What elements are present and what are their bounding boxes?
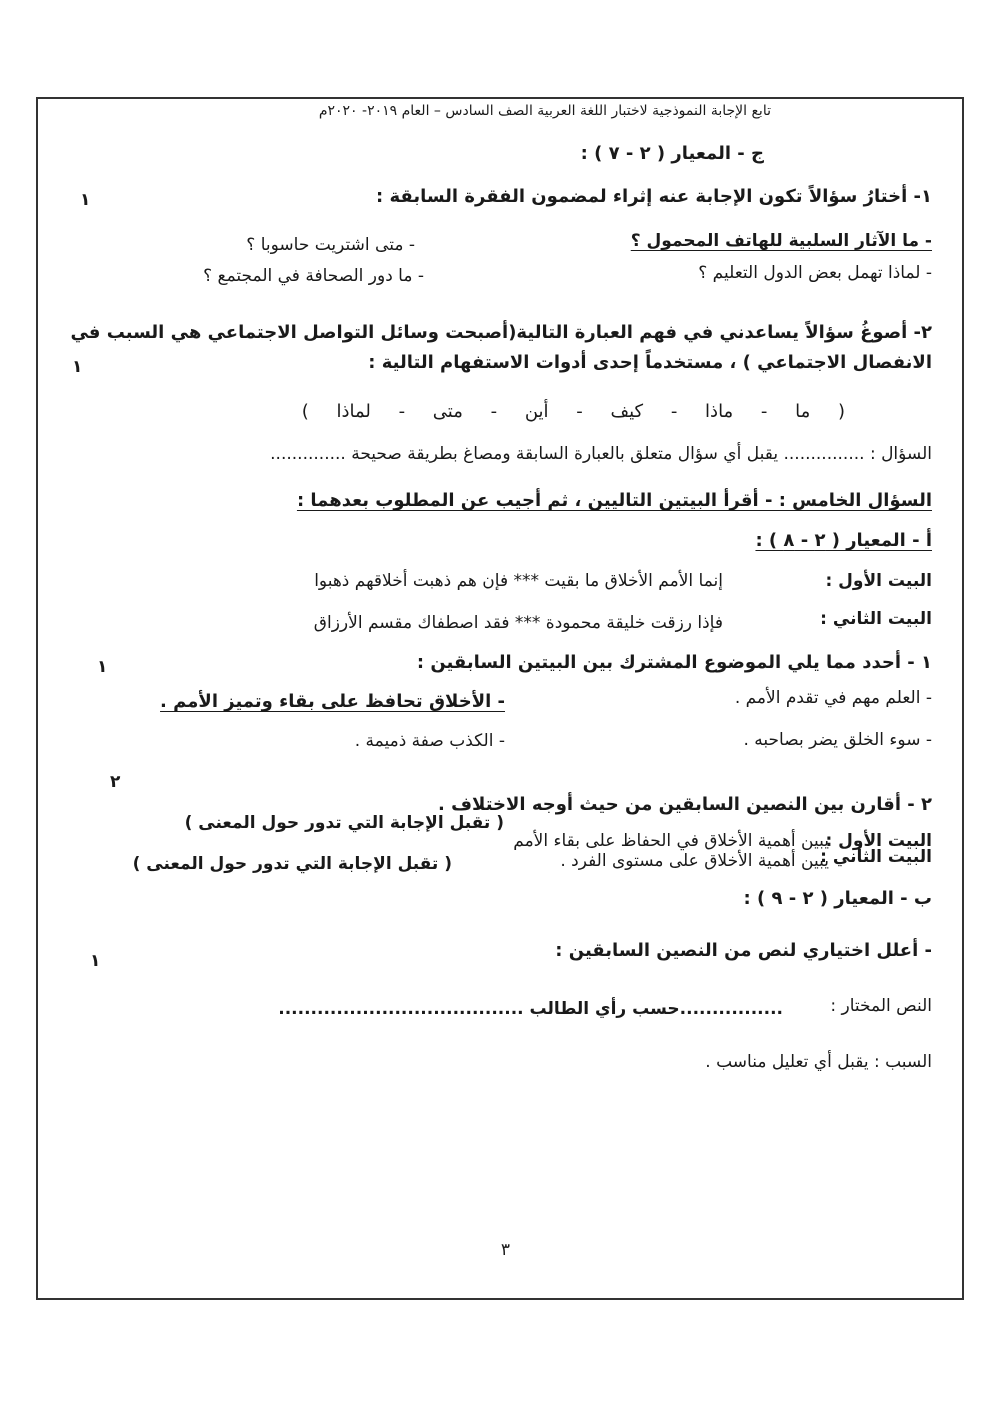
- question-tools: ( ما - ماذا - كيف - أين - متى - لماذا ): [301, 401, 845, 422]
- chosen-text-label: النص المختار :: [830, 996, 932, 1016]
- page-number: ٣: [500, 1240, 510, 1260]
- choice-3: - سوء الخلق يضر بصاحبه .: [743, 730, 932, 750]
- compare-2-label: البيت الثاني :: [820, 847, 932, 867]
- verse-1-text: إنما الأمم الأخلاق ما بقيت *** فإن هم ذهبت أخلاقهم ذهبوا: [314, 571, 723, 591]
- option-d: - ما دور الصحافة في المجتمع ؟: [203, 266, 424, 286]
- compare-1-text: يبين أهمية الأخلاق في الحفاظ على بقاء الأمم: [513, 831, 829, 851]
- question-5-1: ١ - أحدد مما يلي الموضوع المشترك بين البيتين السابقين :: [416, 652, 932, 673]
- compare-1-label: البيت الأول :: [825, 831, 932, 851]
- option-a-answer: - ما الآثار السلبية للهاتف المحمول ؟: [630, 231, 932, 251]
- option-c: - لماذا تهمل بعض الدول التعليم ؟: [698, 263, 932, 283]
- section-5-heading: السؤال الخامس : - أقرأ البيتين التاليين ، ثم أجيب عن المطلوب بعدهما :: [296, 490, 932, 511]
- verse-2-label: البيت الثاني :: [820, 609, 932, 629]
- question-5-3: - أعلل اختياري لنص من النصين السابقين :: [555, 940, 932, 961]
- option-b: - متى اشتريت حاسوبا ؟: [246, 235, 415, 255]
- choice-1: - العلم مهم في تقدم الأمم .: [734, 688, 932, 708]
- verse-2-text: فإذا رزقت خليقة محمودة *** فقد اصطفاك مقسم الأرزاق: [313, 613, 723, 633]
- compare-2-text: يبين أهمية الأخلاق على مستوى الفرد .: [560, 851, 829, 871]
- page-header: تابع الإجابة النموذجية لاختبار اللغة العربية الصف السادس – العام ٢٠١٩- ٢٠٢٠م: [318, 103, 771, 119]
- criterion-b-heading: ب - المعيار ( ٢ - ٩ ) :: [743, 888, 932, 909]
- question-5-1-mark: ١: [97, 657, 108, 677]
- question-5-2-mark: ٢: [110, 772, 121, 792]
- criterion-c-heading: ج - المعيار ( ٢ - ٧ ) :: [580, 143, 764, 164]
- verse-1-label: البيت الأول :: [825, 571, 932, 591]
- question-2-line2: الانفصال الاجتماعي ) ، مستخدماً إحدى أدوات الاستفهام التالية :: [368, 352, 932, 373]
- question-1: ١- أختارُ سؤالاً تكون الإجابة عنه إثراء لمضمون الفقرة السابقة :: [376, 186, 932, 207]
- criterion-a-heading: أ - المعيار ( ٢ - ٨ ) :: [755, 530, 932, 551]
- compare-2-note: ( تقبل الإجابة التي تدور حول المعنى ): [132, 854, 452, 874]
- question-1-mark: ١: [80, 190, 91, 210]
- question-5-2: ٢ - أقارن بين النصين السابقين من حيث أوجه الاختلاف .: [438, 794, 932, 815]
- chosen-text-answer: ................حسب رأي الطالب ......................................: [278, 999, 783, 1019]
- question-5-3-mark: ١: [90, 951, 101, 971]
- reason-answer: السبب : يقبل أي تعليل مناسب .: [705, 1052, 932, 1072]
- choice-4: - الكذب صفة ذميمة .: [354, 731, 505, 751]
- question-2-line1: ٢- أصوغُ سؤالاً يساعدني في فهم العبارة التالية(أصبحت وسائل التواصل الاجتماعي هي السبب في: [70, 322, 932, 343]
- choice-2-answer: - الأخلاق تحافظ على بقاء وتميز الأمم .: [160, 691, 505, 712]
- compare-1-note: ( تقبل الإجابة التي تدور حول المعنى ): [184, 813, 504, 833]
- question-answer: السؤال : ............... يقبل أي سؤال متعلق بالعبارة السابقة ومصاغ بطريقة صحيحة ..............: [270, 444, 932, 464]
- question-2-mark: ١: [72, 357, 83, 377]
